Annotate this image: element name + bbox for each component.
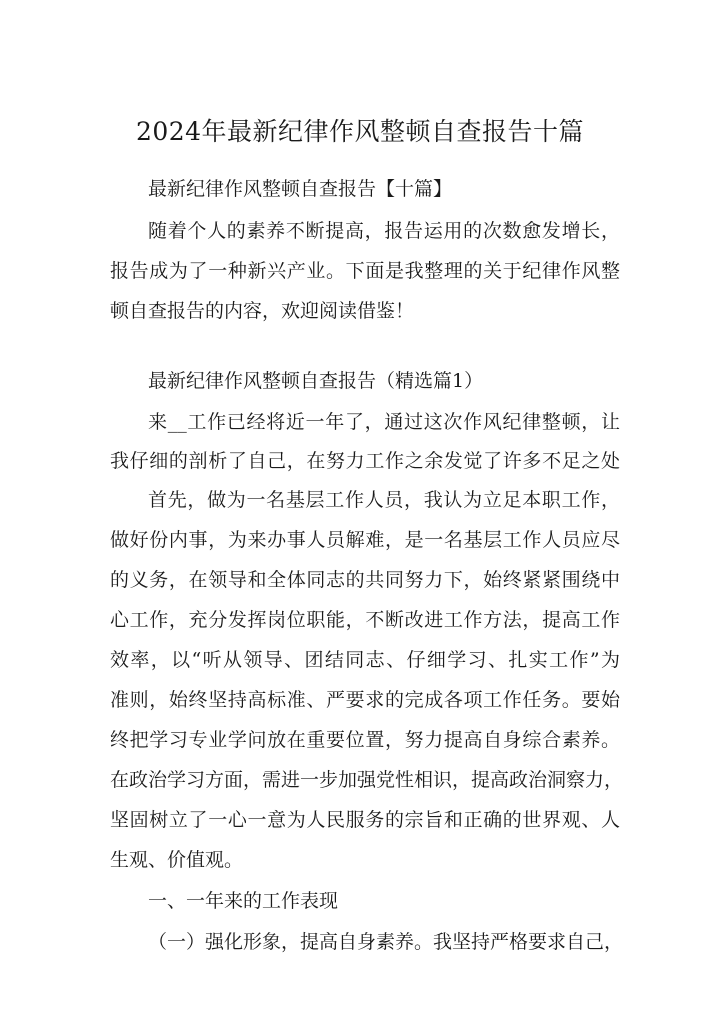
paragraph-line: 报告成为了一种新兴产业。下面是我整理的关于纪律作风整: [110, 260, 620, 282]
paragraph-line: 做好份内事，为来办事人员解难，是一名基层工作人员应尽: [110, 529, 620, 551]
paragraph-line: （一）强化形象，提高自身素养。我坚持严格要求自己，: [148, 931, 624, 953]
paragraph-line: 生观、价值观。: [110, 849, 244, 871]
paragraph-line: 准则，始终坚持高标准、严要求的完成各项工作任务。要始: [110, 689, 620, 711]
document-title: 2024年最新纪律作风整顿自查报告十篇: [135, 117, 585, 146]
section-heading: 最新纪律作风整顿自查报告【十篇】: [148, 178, 453, 200]
paragraph-line: 的义务，在领导和全体同志的共同努力下，始终紧紧围绕中: [110, 569, 620, 591]
paragraph-line: 随着个人的素养不断提高，报告运用的次数愈发增长，: [148, 220, 620, 242]
paragraph-line: 顿自查报告的内容，欢迎阅读借鉴！: [110, 300, 415, 322]
paragraph-line: 首先，做为一名基层工作人员，我认为立足本职工作，: [148, 489, 620, 511]
paragraph-line: 我仔细的剖析了自己，在努力工作之余发觉了许多不足之处: [110, 450, 620, 472]
paragraph-line: 在政治学习方面，需进一步加强党性相识，提高政治洞察力，: [110, 769, 624, 791]
paragraph-line: 效率，以“听从领导、团结同志、仔细学习、扎实工作”为: [110, 649, 620, 671]
paragraph-line: 心工作，充分发挥岗位职能，不断改进工作方法，提高工作: [110, 609, 620, 631]
paragraph-line: 来__工作已经将近一年了，通过这次作风纪律整顿，让: [148, 411, 620, 433]
paragraph-line: 终把学习专业学问放在重要位置，努力提高自身综合素养。: [110, 729, 620, 751]
section-heading: 最新纪律作风整顿自查报告（精选篇1）: [148, 370, 484, 392]
section-heading: 一、一年来的工作表现: [148, 890, 339, 912]
paragraph-line: 坚固树立了一心一意为人民服务的宗旨和正确的世界观、人: [110, 809, 620, 831]
